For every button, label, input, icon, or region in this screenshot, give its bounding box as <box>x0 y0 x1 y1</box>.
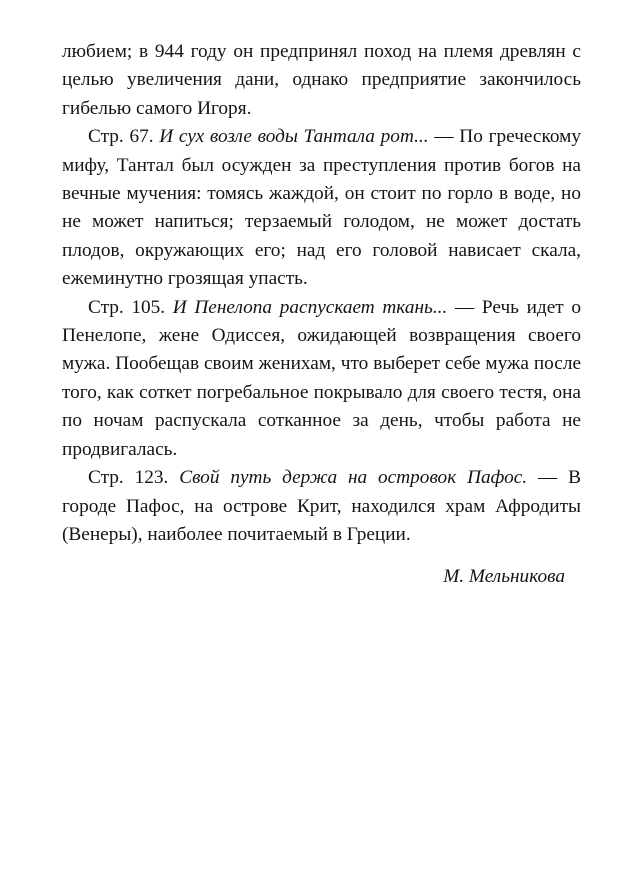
note-paragraph-page-123 <box>62 464 581 549</box>
page-reference: Стр. 123. <box>88 467 180 489</box>
note-paragraph-page-67 <box>62 123 581 293</box>
paragraph-text: — В городе Пафос, на острове Крит, находился храм Афродиты (Венеры), наиболее почитаемый в Греции. <box>62 467 581 545</box>
author-signature: М. Мельникова <box>443 566 565 588</box>
quoted-line: Свой путь держа на островок Пафос. <box>179 467 528 489</box>
note-paragraph-page-105 <box>62 294 581 464</box>
quoted-line: И Пенелопа распускает ткань... <box>172 296 448 318</box>
paragraph-text: — Речь идет о Пенелопе, жене Одиссея, ожидающей возвращения своего мужа. Пообещав своим женихам, что выберет себе мужа после того, как соткет погребальное покрывало для своего тестя, она по ночам распускала сотканное за день, чтобы работа не продвигалась. <box>62 296 581 460</box>
notes-page <box>62 38 581 592</box>
note-paragraph-continuation <box>62 38 581 123</box>
paragraph-text: любием; в 944 году он предпринял поход на племя древлян с целью увеличения дани, однако предприятие закончилось гибелью самого Игоря. <box>62 41 581 119</box>
page-reference: Стр. 67. <box>88 126 160 148</box>
page-reference: Стр. 105. <box>88 296 173 318</box>
quoted-line: И сух возле воды Тантала рот... <box>159 126 429 148</box>
paragraph-text: — По греческому мифу, Тантал был осужден за преступления против богов на вечные мучения: томясь жаждой, он стоит по горло в воде, но не может напиться; терзаемый голодом, не может достать плодов, окружающих его; над его головой нависает скала, ежеминутно грозящая упасть. <box>62 126 581 290</box>
